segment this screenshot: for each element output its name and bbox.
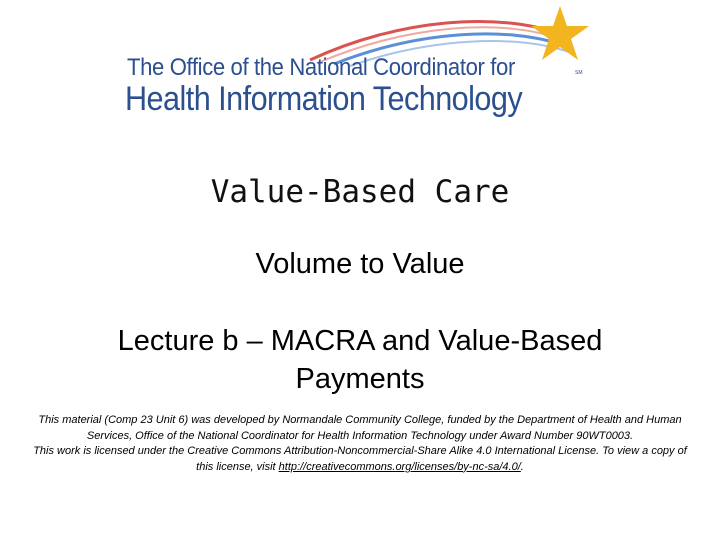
- license-end: .: [520, 460, 524, 473]
- onc-logo: [120, 4, 600, 124]
- license-link[interactable]: http://creativecommons.org/licenses/by-nc-sa/4.0/: [278, 460, 521, 473]
- service-mark: SM: [575, 70, 583, 76]
- slide-subtitle: Volume to Value: [255, 248, 465, 280]
- slide-title: Value-Based Care: [210, 174, 510, 210]
- logo-line-office: The Office of the National Coordinator for: [127, 54, 515, 81]
- logo-line-hit: Health Information Technology: [125, 80, 523, 118]
- credits-notice: [30, 413, 690, 475]
- license-text: This work is licensed under the Creative Commons Attribution-Noncommercial-Share Alike 4.0 International License. To view a copy of this license, visit: [33, 445, 687, 473]
- license-statement: [30, 444, 690, 475]
- lecture-title: Lecture b – MACRA and Value-Based Payments: [117, 325, 603, 395]
- funding-statement: This material (Comp 23 Unit 6) was developed by Normandale Community College, funded by the Department of Health and Human Services, Office of the National Coordinator for Health Information Technology under Award Number 90WT0003.: [38, 414, 682, 442]
